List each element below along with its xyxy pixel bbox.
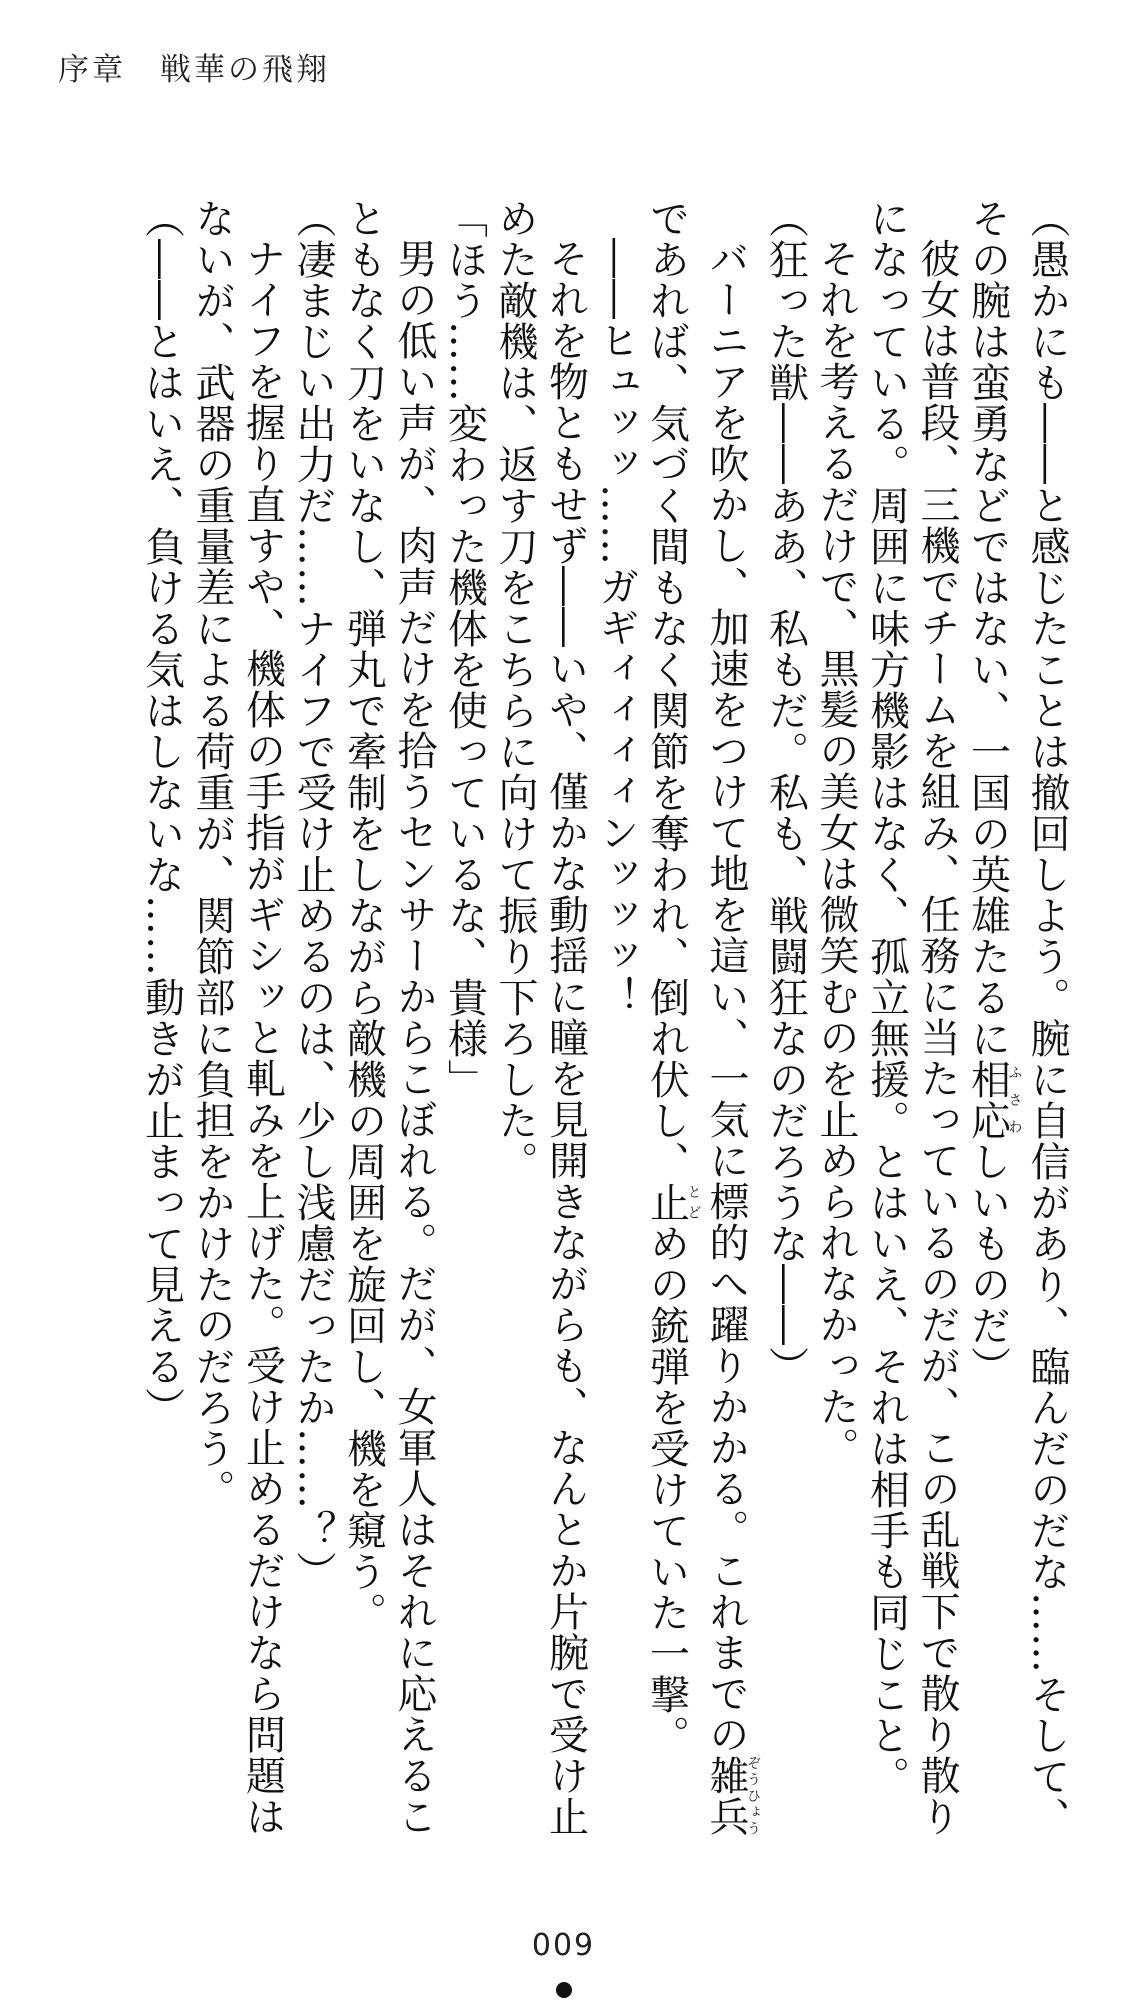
text-column-13: 男の低い声が、肉声だけを拾うセンサーからこぼれる。だが、女軍人はそれに応えるこ xyxy=(391,238,437,1837)
text-column-15: （凄まじい出力だ……ナイフで受け止めるのは、少し浅慮だったか……？） xyxy=(290,198,336,1592)
page-number: 009 xyxy=(531,1928,596,1963)
ruby-annotation: 止とど xyxy=(643,1182,702,1223)
text-column-4: になっている。周囲に味方機影はなく、孤立無援。とはいえ、それは相手も同じこと。 xyxy=(863,198,910,1797)
furigana: ふさわ xyxy=(1006,1059,1023,1141)
body-text xyxy=(52,198,1072,1838)
text-column-7: バーニアを吹かし、加速をつけて地を這い、一気に標的へ躍りかかる。これまでの雑兵ぞうひょう xyxy=(703,238,761,1837)
text-column-12: 「ほう……変わった機体を使っているな、貴様」 xyxy=(441,198,488,1100)
text-column-2: その腕は蛮勇などではない、一国の英雄たるに相応ふさわしいものだ） xyxy=(964,198,1023,1387)
furigana: とど xyxy=(685,1182,702,1223)
ruby-annotation: 雑兵ぞうひょう xyxy=(703,1755,761,1837)
text-column-10: それを物ともせず――いや、僅かな動揺に瞳を見開きながらも、なんとか片腕で受け止 xyxy=(542,238,589,1837)
furigana: ぞうひょう xyxy=(745,1755,761,1837)
text-column-18: （――とはいえ、負ける気はしないな……動きが止まって見える） xyxy=(138,198,185,1428)
text-column-6: （狂った獣――ああ、私もだ。私も、戦闘狂なのだろうな――） xyxy=(762,198,809,1387)
text-column-17: ないが、武器の重量差による荷重が、関節部に負担をかけたのだろう。 xyxy=(189,198,235,1510)
text-column-3: 彼女は普段、三機でチームを組み、任務に当たっているのだが、この乱戦下で散り散り xyxy=(914,238,960,1837)
ruby-annotation: 相応ふさわ xyxy=(964,1059,1023,1141)
running-head: 序章 戦華の飛翔 xyxy=(58,52,330,88)
page-marker-dot xyxy=(556,1982,572,1998)
text-column-16: ナイフを握り直すや、機体の手指がギシッと軋みを上げた。受け止めるだけなら問題は xyxy=(239,238,286,1837)
text-column-11: めた敵機は、返す刀をこちらに向けて振り下ろした。 xyxy=(492,198,538,1182)
text-column-8: であれば、気づく間もなく関節を奪われ、倒れ伏し、止とどめの銃弾を受けていた一撃。 xyxy=(643,198,702,1756)
text-column-14: ともなく刀をいなし、弾丸で牽制をしながら敵機の周囲を旋回し、機を窺う。 xyxy=(340,198,387,1633)
text-column-5: それを考えるだけで、黒髪の美女は微笑むのを止められなかった。 xyxy=(813,238,859,1468)
text-column-1: （愚かにも――と感じたことは撤回しよう。腕に自信があり、臨んだのだな……そして、 xyxy=(1024,198,1070,1838)
text-column-9: ――ヒュッッ……ガギィィィィンッッッ！ xyxy=(593,238,639,1017)
